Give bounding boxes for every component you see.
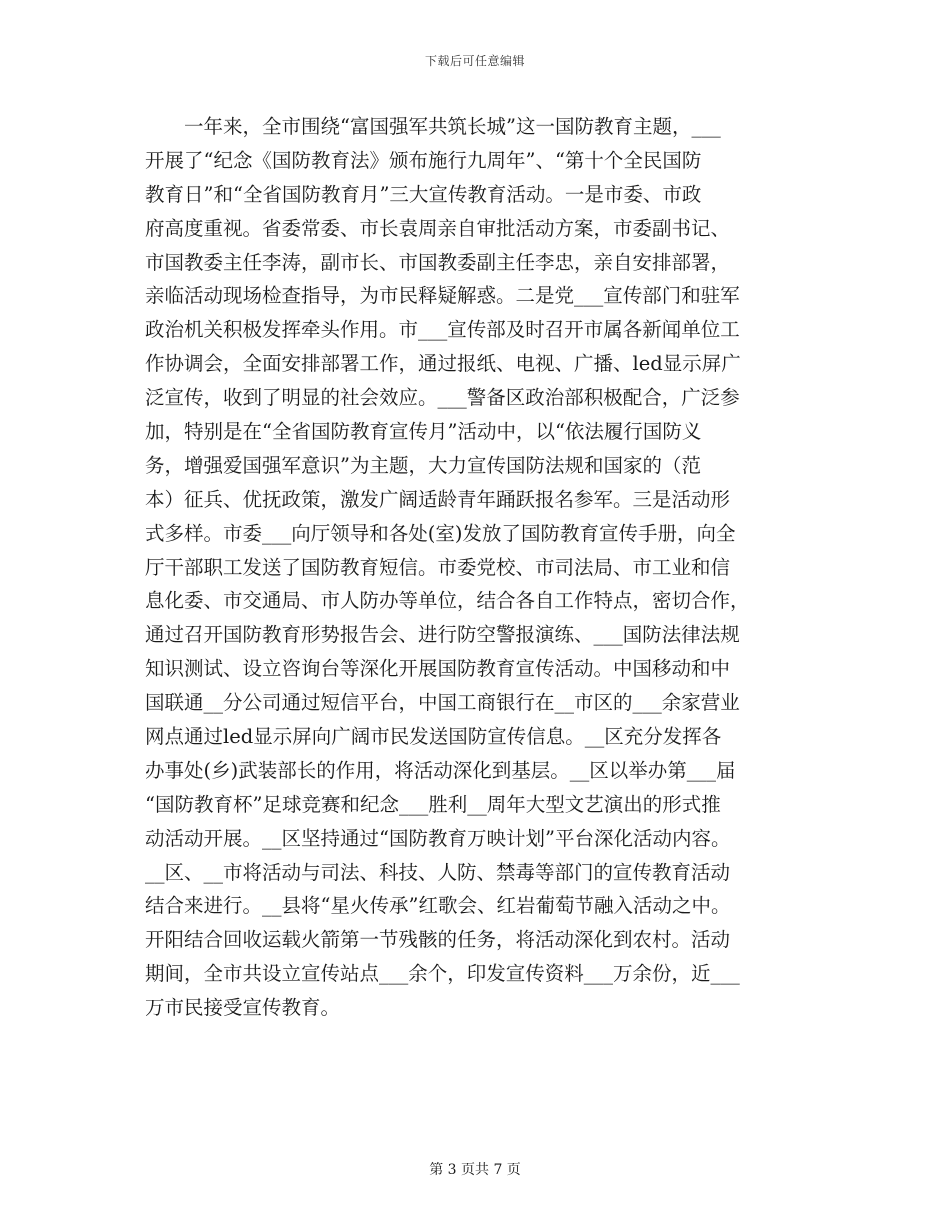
text-line: 网点通过led显示屏向广阔市民发送国防宣传信息。__区充分发挥各 [145, 725, 722, 749]
text-line: 政治机关积极发挥牵头作用。市___宣传部及时召开市属各新闻单位工 [145, 318, 740, 342]
text-line: 作协调会，全面安排部署工作，通过报纸、电视、广播、led显示屏广 [145, 352, 741, 376]
page-number: 第 3 页共 7 页 [429, 1162, 521, 1178]
text-line: 息化委、市交通局、市人防办等单位，结合各自工作特点，密切合作， [145, 589, 750, 613]
text-line: 式多样。市委___向厅领导和各处(室)发放了国防教育宣传手册，向全 [145, 521, 736, 545]
text-line: 府高度重视。省委常委、市长袁周亲自审批活动方案，市委副书记、 [145, 216, 731, 240]
text-line: 通过召开国防教育形势报告会、进行防空警报演练、___国防法律法规 [145, 623, 740, 647]
text-line: 万市民接受宣传教育。 [145, 996, 341, 1020]
text-line: 厅干部职工发送了国防教育短信。市委党校、市司法局、市工业和信 [145, 555, 731, 579]
text-line: 教育日”和“全省国防教育月”三大宣传教育活动。一是市委、市政 [145, 182, 702, 206]
text-line: “国防教育杯”足球竞赛和纪念___胜利__周年大型文艺演出的形式推 [145, 792, 721, 816]
text-line: 加，特别是在“全省国防教育宣传月”活动中，以“依法履行国防义 [145, 420, 702, 444]
text-line: 开展了“纪念《国防教育法》颁布施行九周年”、“第十个全民国防 [145, 148, 702, 172]
text-line: 办事处(乡)武装部长的作用，将活动深化到基层。__区以举办第___届 [145, 758, 736, 782]
text-line: 亲临活动现场检查指导，为市民释疑解惑。二是党___宣传部门和驻军 [145, 284, 740, 308]
page-header: 下载后可任意编辑 [424, 54, 525, 68]
text-line: 开阳结合回收运载火箭第一节残骸的任务，将活动深化到农村。活动 [145, 928, 731, 952]
text-line: 泛宣传，收到了明显的社会效应。___警备区政治部积极配合，广泛参 [145, 386, 740, 410]
text-line: __区、__市将活动与司法、科技、人防、禁毒等部门的宣传教育活动 [145, 860, 731, 884]
text-line: 一年来，全市围绕“富国强军共筑长城”这一国防教育主题，___ [145, 115, 721, 138]
text-line: 国联通__分公司通过短信平台，中国工商银行在__市区的___余家营业 [145, 691, 740, 715]
body-text [145, 110, 815, 1025]
text-line: 务，增强爱国强军意识”为主题，大力宣传国防法规和国家的（范 [145, 453, 701, 477]
text-line: 本）征兵、优抚政策，激发广阔适龄青年踊跃报名参军。三是活动形 [145, 487, 731, 511]
text-line: 结合来进行。__县将“星火传承”红歌会、红岩葡萄节融入活动之中。 [145, 894, 731, 918]
text-line: 知识测试、设立咨询台等深化开展国防教育宣传活动。中国移动和中 [145, 657, 731, 681]
text-line: 市国教委主任李涛，副市长、市国教委副主任李忠，亲自安排部署， [145, 250, 731, 274]
text-line: 动活动开展。__区坚持通过“国防教育万映计划”平台深化活动内容。 [145, 826, 731, 850]
text-line: 期间，全市共设立宣传站点___余个，印发宣传资料___万余份，近___ [145, 962, 740, 986]
